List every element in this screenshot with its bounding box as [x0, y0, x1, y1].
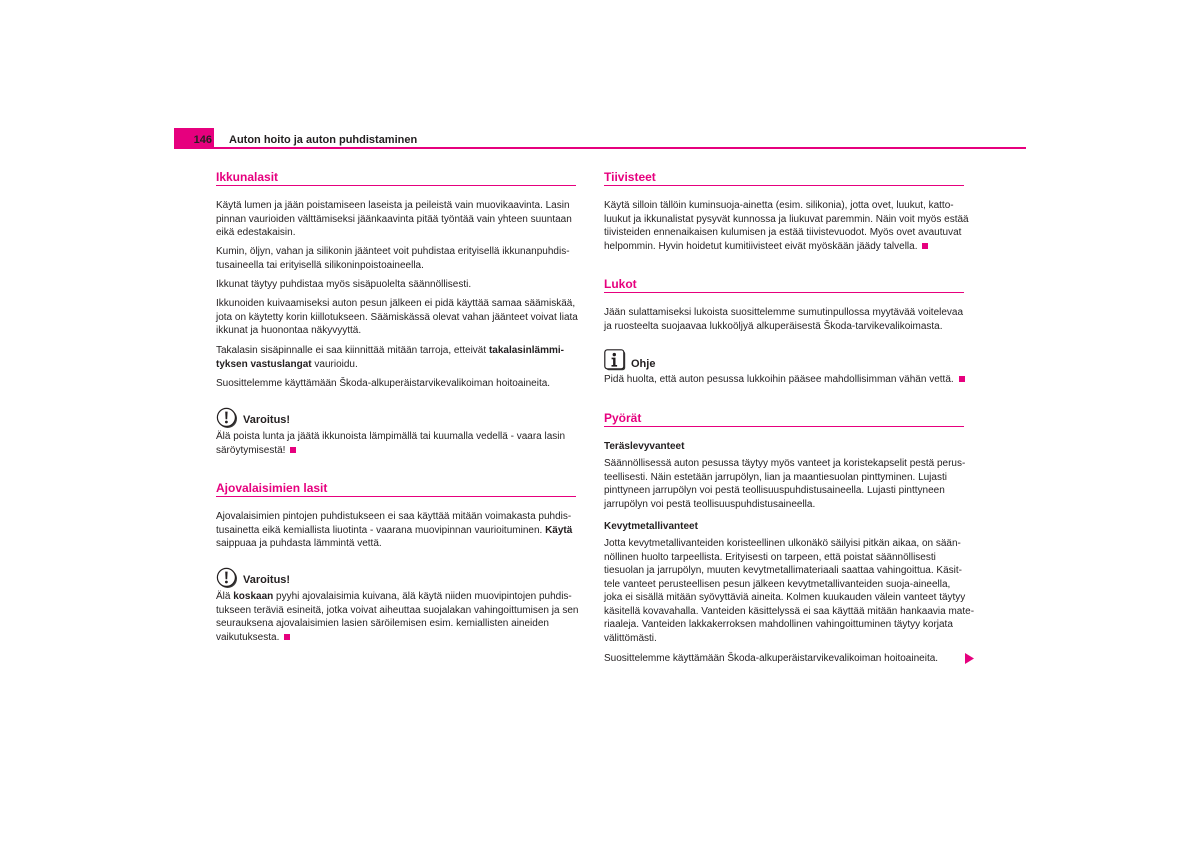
end-marker-icon [290, 447, 296, 453]
text-line [216, 245, 570, 259]
text-line [216, 324, 578, 338]
warning-icon [216, 407, 238, 429]
text-line [604, 226, 969, 240]
chapter-title: Auton hoito ja auton puhdistaminen [229, 134, 418, 146]
text-line [604, 484, 965, 498]
warning-box [216, 567, 579, 647]
line-text: luukut ja ikkunalistat pysyvät kunnossa ja liukuvat paremmin. Näin voit myös estää [604, 213, 969, 225]
text-line [604, 537, 974, 551]
warning-box [216, 407, 576, 487]
line-text: Ikkunat täytyy puhdistaa myös sisäpuolelta säännöllisesti. [216, 279, 472, 291]
line-text: ikkunat ja huonontaa näkyvyyttä. [216, 325, 362, 337]
paragraph [216, 377, 550, 391]
text-line [216, 617, 576, 631]
line-text: nöllinen huolto tarpeellista. Erityisesti on tarpeen, että poistat säännöllisesti [604, 551, 936, 563]
text-line [604, 373, 964, 387]
warning-title: Varoitus! [243, 574, 291, 586]
text-line [216, 444, 576, 458]
bold-text: koskaan [233, 591, 274, 602]
line-text: Ikkunoiden kuivaamiseksi auton pesun jälkeen ei pidä käyttää samaa säämiskää, [216, 298, 576, 310]
text-line [216, 604, 579, 618]
line-text: Käytä lumen ja jään poistamiseen laseista ja peileistä vain muovikaavinta. Lasin [216, 200, 570, 212]
warning-text [216, 430, 576, 457]
line-text: tukseen teräviä esineitä, jotka voivat aiheuttaa suojalakan vahingoittumisen ja sen [216, 604, 579, 616]
line-text: Takalasin sisäpinnalle ei saa kiinnittää mitään tarroja, etteivät [216, 345, 489, 357]
section-heading-lukot: Lukot [604, 276, 964, 293]
section-heading-ikkunalasit: Ikkunalasit [216, 169, 576, 186]
note-title: Ohje [631, 358, 656, 370]
line-text: vaurioidu. [311, 358, 358, 370]
line-text: Jotta kevytmetallivanteiden koristeellinen ulkonäkö säilyisi pitkän aikaa, on sään- [604, 538, 961, 550]
text-line [604, 591, 974, 605]
bold-text: Käytä [545, 524, 573, 536]
text-line [216, 358, 564, 372]
text-line [216, 278, 471, 292]
line-text: Ajovalaisimien pintojen puhdistukseen ei saa käyttää mitään voimakasta puhdis- [216, 511, 572, 523]
paragraph [216, 245, 570, 272]
line-text: jarrupölyn voi pestä teollisuuspuhdistusaineella. [604, 498, 816, 510]
page-number: 146 [193, 134, 212, 146]
line-text: pinttyneen jarrupölyn voi pestä teollisuuspuhdistusaineella. Lujasti pinttyneen [604, 485, 945, 497]
line-text: riaaleja. Vanteiden lakkakerroksen mahdollinen vahingoittuminen täytyy korjata [604, 619, 953, 631]
text-line [604, 578, 974, 592]
line-text: tusainetta eikä kemiallista liuotinta - vaarana muovipinnan vaurioituminen. [216, 524, 546, 536]
text-line [604, 471, 965, 485]
end-marker-icon [959, 376, 965, 382]
paragraph [604, 652, 938, 666]
paragraph [216, 297, 578, 338]
paragraph [216, 510, 572, 551]
line-text: Kumin, öljyn, vahan ja silikonin jäänteet voit puhdistaa erityisellä ikkunanpuhdis- [216, 246, 570, 258]
continue-arrow-icon [965, 653, 974, 664]
line-text: Älä [216, 591, 234, 602]
text-line [216, 524, 572, 538]
text-line [604, 618, 974, 632]
paragraph [216, 199, 572, 240]
line-text: pyyhi ajovalaisimia kuivana, älä käytä niiden muovipintojen puhdis- [273, 591, 572, 602]
text-line [604, 551, 974, 565]
text-line [604, 199, 969, 213]
line-text: seurauksena ajovalaisimien lasien säröilemisen esim. kemiallisten aineiden [216, 618, 549, 629]
subheading-teraslevyvanteet: Teräslevyvanteet [604, 441, 685, 453]
section-heading-pyorat: Pyörät [604, 410, 964, 427]
line-text: Suosittelemme käyttämään Škoda-alkuperäistarvikevalikoiman hoitoaineita. [604, 653, 939, 665]
line-text: tiivisteiden ennenaikaisen kulumisen ja estää tiivistevuodot. Myös ovet avautuvat [604, 227, 962, 239]
text-line [604, 564, 974, 578]
line-text: joka ei sisällä mitään syövyttäviä aineita. Kolmen kuukauden välein vanteet täytyy [604, 592, 966, 604]
line-text: Jään sulattamiseksi lukoista suosittelemme sumutinpullossa myytävää voitelevaa [604, 307, 964, 319]
text-line [604, 240, 969, 254]
paragraph [216, 278, 471, 292]
text-line [216, 226, 572, 240]
text-line [604, 320, 963, 334]
line-text: käsitellä kovavahalla. Vanteiden käsittelyssä ei saa käyttää mitään hankaavia mate- [604, 605, 975, 617]
text-line [216, 377, 550, 391]
line-text: välittömästi. [604, 632, 657, 644]
warning-text [216, 590, 579, 644]
line-text: Pidä huolta, että auton pesussa lukkoihin pääsee mahdollisimman vähän vettä. [604, 374, 954, 385]
text-line [604, 605, 974, 619]
line-text: Suosittelemme käyttämään Škoda-alkuperäistarvikevalikoiman hoitoaineita. [216, 378, 551, 390]
text-line [604, 498, 965, 512]
end-marker-icon [284, 634, 290, 640]
section-heading-ajovalaisimien-lasit: Ajovalaisimien lasit [216, 480, 576, 497]
text-line [216, 344, 564, 358]
text-line [604, 632, 974, 646]
paragraph [216, 344, 564, 371]
line-text: pinnan vaurioiden välttämiseksi jäänkaavinta pitää työntää vain yhteen suuntaan [216, 213, 572, 225]
line-text: säröytymisestä! [216, 444, 286, 456]
text-line [216, 297, 578, 311]
line-text: tele vanteet perusteellisen pesun jälkeen kevytmetallivanteiden suoja-aineella, [604, 578, 951, 590]
text-line [216, 311, 578, 325]
subheading-kevytmetallivanteet: Kevytmetallivanteet [604, 521, 698, 533]
line-text: ja ruosteelta suojaavaa lukkoöljyä alkuperäisestä Škoda-tarvikevalikoimasta. [604, 320, 943, 332]
text-line [216, 213, 572, 227]
line-text: tiesuolan ja jarrupölyn, muuten kevytmetallimateriaali saattaa vahingoittua. Käsit- [604, 565, 962, 577]
text-line [604, 457, 965, 471]
text-line [216, 590, 576, 604]
paragraph [604, 457, 965, 511]
line-text: Älä poista lunta ja jäätä ikkunoista lämpimällä tai kuumalla vedellä - vaara lasin [216, 431, 566, 442]
warning-title: Varoitus! [243, 414, 291, 426]
text-line [216, 631, 576, 645]
line-text: teellisesti. Näin estetään jarrupölyn, lian ja maantiesuolan pinttyminen. Lujasti [604, 471, 947, 483]
left-column [216, 0, 579, 848]
line-text: jota on käytetty korin kiillotukseen. Säämiskässä olevat vahan jäänteet voivat liata [216, 311, 578, 323]
line-text: eikä edestakaisin. [216, 227, 296, 239]
text-line [216, 537, 572, 551]
text-line [216, 510, 572, 524]
paragraph [604, 199, 969, 253]
paragraph [604, 306, 963, 333]
text-line [604, 306, 963, 320]
page-number-tab [174, 128, 214, 148]
warning-icon [216, 567, 238, 589]
text-line [604, 213, 969, 227]
paragraph [604, 537, 974, 645]
text-line [216, 199, 572, 213]
note-text [604, 373, 964, 387]
text-line [216, 430, 576, 444]
right-column [604, 0, 975, 848]
end-marker-icon [922, 243, 928, 249]
line-text: helpommin. Hyvin hoidetut kumitiivisteet eivät myöskään jäädy talvella. [604, 240, 918, 252]
line-text: Säännöllisessä auton pesussa täytyy myös vanteet ja koristekapselit pestä perus- [604, 458, 966, 470]
line-text: tusaineella tai erityisellä silikoninpoistoaineella. [216, 259, 424, 271]
text-line [604, 652, 938, 666]
section-heading-tiivisteet: Tiivisteet [604, 169, 964, 186]
bold-text: takalasinlämmi- [488, 345, 564, 357]
bold-text: tyksen vastuslangat [216, 358, 312, 370]
line-text: vaikutuksesta. [216, 631, 280, 643]
text-line [216, 259, 570, 273]
line-text: saippuaa ja puhdasta lämmintä vettä. [216, 538, 382, 550]
info-icon [604, 349, 626, 371]
line-text: Käytä silloin tällöin kuminsuoja-ainetta (esim. silikonia), jotta ovet, luukut, katto- [604, 200, 954, 212]
